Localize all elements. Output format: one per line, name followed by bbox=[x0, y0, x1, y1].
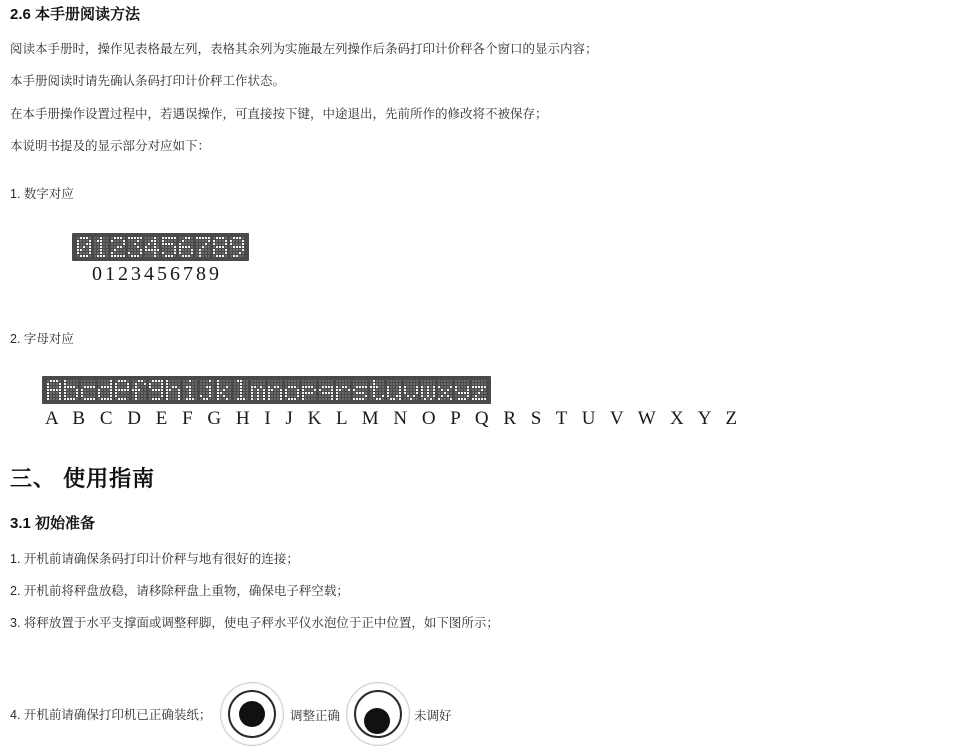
lcd-char bbox=[47, 380, 61, 400]
bubble-level-icon bbox=[220, 682, 284, 746]
lcd-char bbox=[438, 380, 452, 400]
lcd-char bbox=[455, 380, 469, 400]
lcd-char bbox=[319, 380, 333, 400]
lcd-letter-strip bbox=[42, 371, 491, 404]
paragraph-2: 本手册阅读时请先确认条码打印计价秤工作状态。 bbox=[10, 74, 286, 88]
lcd-char bbox=[251, 380, 265, 400]
lcd-char bbox=[200, 380, 214, 400]
lcd-char bbox=[64, 380, 78, 400]
lcd-char bbox=[111, 237, 125, 257]
lcd-char bbox=[268, 380, 282, 400]
lcd-char bbox=[94, 237, 108, 257]
lcd-char bbox=[149, 380, 163, 400]
lcd-char bbox=[353, 380, 367, 400]
lcd-char bbox=[421, 380, 435, 400]
lcd-char bbox=[128, 237, 142, 257]
prep-item-3: 3. 将秤放置于水平支撑面或调整秤脚，使电子秤水平仪水泡位于正中位置，如下图所示； bbox=[10, 616, 499, 630]
lcd-char bbox=[115, 380, 129, 400]
lcd-char bbox=[183, 380, 197, 400]
letter-plain-row: A B C D E F G H I J K L M N O P Q R S T U V W X Y Z bbox=[45, 408, 743, 429]
lcd-char bbox=[336, 380, 350, 400]
level-bubble-off bbox=[364, 708, 390, 734]
lcd-char bbox=[98, 380, 112, 400]
lcd-char bbox=[81, 380, 95, 400]
lcd-char bbox=[370, 380, 384, 400]
label-digit-mapping: 1. 数字对应 bbox=[10, 187, 74, 201]
level-bad-caption: 未调好 bbox=[414, 709, 452, 723]
lcd-char bbox=[132, 380, 146, 400]
lcd-char bbox=[302, 380, 316, 400]
lcd-panel-letters bbox=[42, 376, 491, 404]
lcd-char bbox=[196, 237, 210, 257]
digit-plain-row: 0123456789 bbox=[92, 263, 222, 285]
paragraph-1: 阅读本手册时，操作见表格最左列，表格其余列为实施最左列操作后条码打印计价秤各个窗口的显示内容； bbox=[10, 42, 598, 56]
lcd-char bbox=[234, 380, 248, 400]
lcd-digit-strip bbox=[72, 228, 249, 261]
prep-item-1: 1. 开机前请确保条码打印计价秤与地有很好的连接； bbox=[10, 552, 299, 566]
lcd-char bbox=[166, 380, 180, 400]
lcd-char bbox=[230, 237, 244, 257]
lcd-char bbox=[217, 380, 231, 400]
lcd-char bbox=[162, 237, 176, 257]
lcd-panel-digits bbox=[72, 233, 249, 261]
heading-section-3: 三、 使用指南 bbox=[10, 466, 156, 491]
lcd-char bbox=[145, 237, 159, 257]
lcd-char bbox=[404, 380, 418, 400]
lcd-char bbox=[387, 380, 401, 400]
prep-item-4: 4. 开机前请确保打印机已正确装纸； bbox=[10, 708, 212, 722]
prep-item-2: 2. 开机前将秤盘放稳，请移除秤盘上重物，确保电子秤空载； bbox=[10, 584, 349, 598]
level-indicator-centered bbox=[220, 682, 284, 746]
heading-section-2-6: 2.6 本手册阅读方法 bbox=[10, 6, 141, 23]
lcd-char bbox=[77, 237, 91, 257]
level-ok-caption: 调整正确 bbox=[290, 709, 341, 723]
lcd-char bbox=[285, 380, 299, 400]
heading-section-3-1: 3.1 初始准备 bbox=[10, 515, 96, 532]
bubble-level-icon-off bbox=[346, 682, 410, 746]
lcd-char bbox=[179, 237, 193, 257]
paragraph-3: 在本手册操作设置过程中，若遇误操作，可直接按下键，中途退出，先前所作的修改将不被保存； bbox=[10, 107, 548, 121]
label-letter-mapping: 2. 字母对应 bbox=[10, 332, 74, 346]
lcd-char bbox=[472, 380, 486, 400]
level-bubble bbox=[239, 701, 265, 727]
level-indicator-off bbox=[346, 682, 410, 746]
lcd-char bbox=[213, 237, 227, 257]
paragraph-4: 本说明书提及的显示部分对应如下： bbox=[10, 139, 211, 153]
